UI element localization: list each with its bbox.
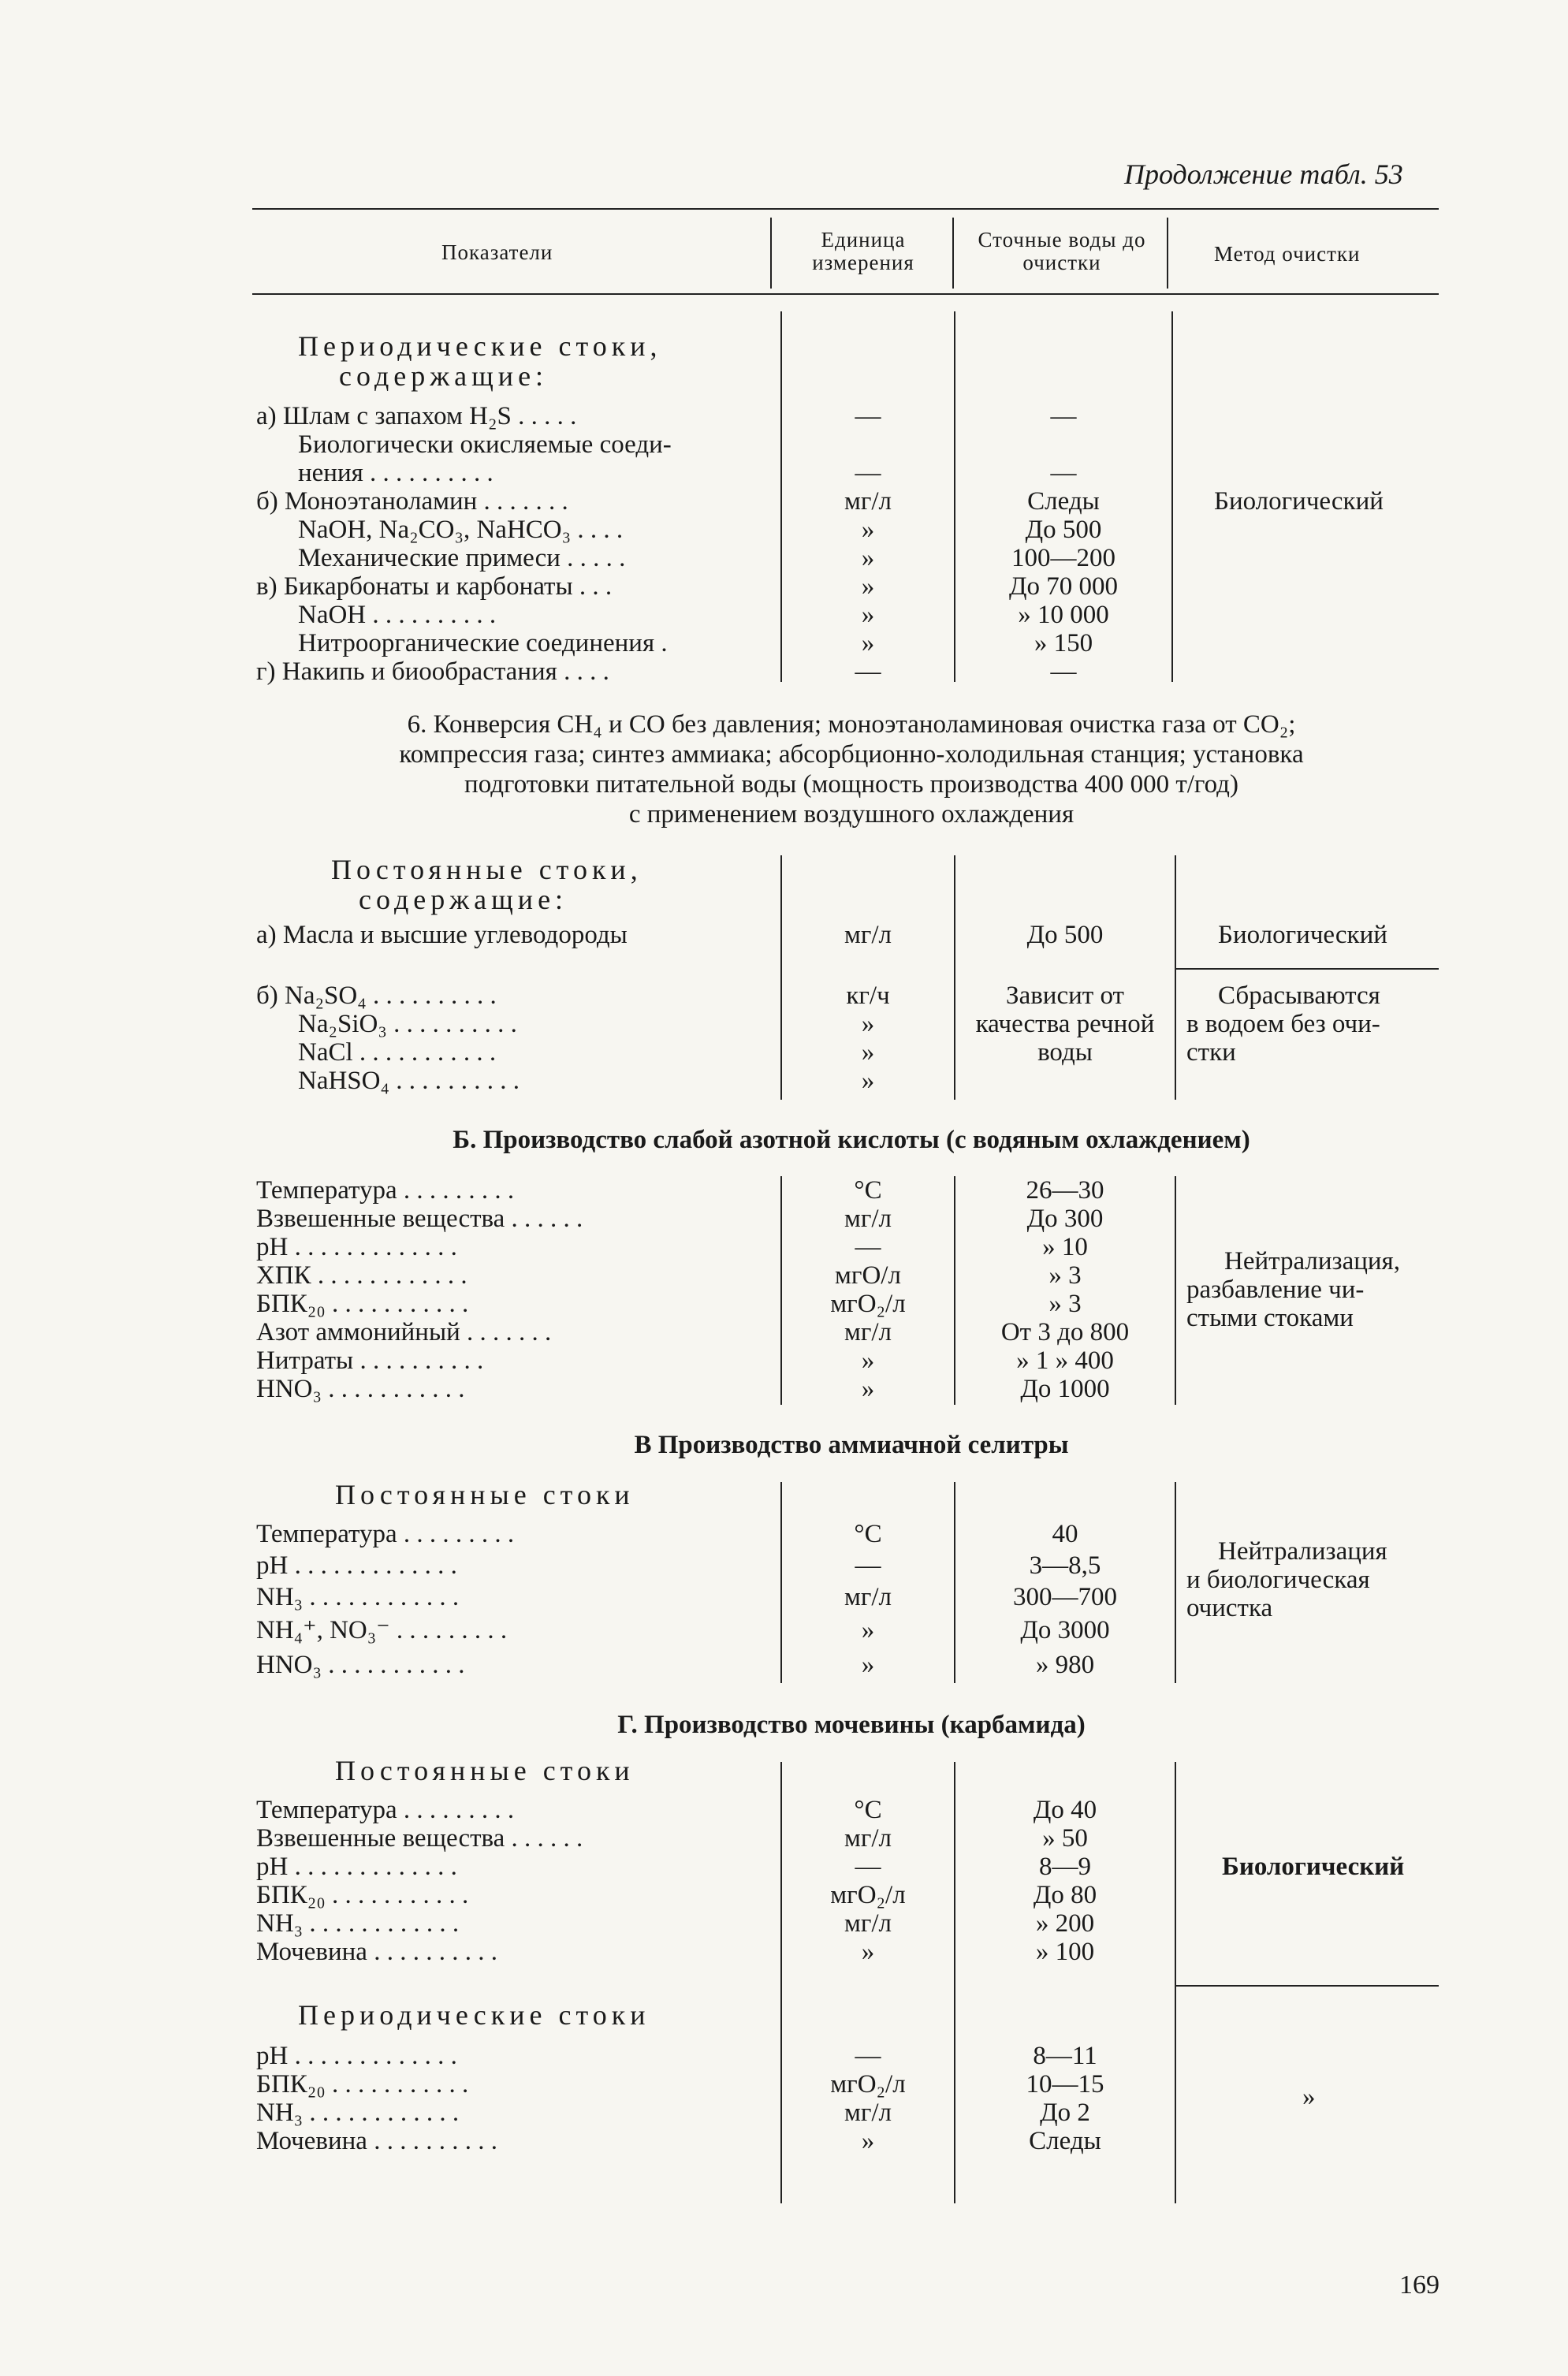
value-cell: » 100 xyxy=(1035,1938,1095,1966)
row-label: Взвешенные вещества . . . . . . xyxy=(256,1205,583,1233)
value-cell: До 70 000 xyxy=(1008,572,1118,601)
section-title: Периодические стоки, xyxy=(298,330,662,362)
value-cell: До 300 xyxy=(1026,1205,1104,1233)
unit-cell: — xyxy=(855,1233,881,1261)
section6-b-units xyxy=(784,981,952,1095)
page-number: 169 xyxy=(1399,2270,1440,2300)
unit-cell: мг/л xyxy=(844,1318,892,1346)
unit-cell xyxy=(784,430,952,459)
value-cell: До 2 xyxy=(1040,2099,1090,2127)
section-title: Постоянные стоки, xyxy=(331,854,642,885)
row-label: б) Моноэтаноламин . . . . . . . xyxy=(256,487,568,516)
unit-cell: мгО₂/л xyxy=(830,2070,906,2099)
unit-cell: » xyxy=(861,2127,875,2155)
unit-cell: — xyxy=(855,1551,881,1580)
row-label: а) Шлам с запахом H₂S . . . . . xyxy=(256,402,577,430)
section-g-periodic-values xyxy=(958,2042,1172,2155)
method-cell: Биологический xyxy=(1214,487,1384,516)
unit-cell: — xyxy=(855,2042,881,2070)
divider xyxy=(1175,1482,1176,1683)
unit-cell: » xyxy=(861,1067,875,1095)
row-label: Температура . . . . . . . . . xyxy=(256,1176,515,1205)
section-v-heading: В Производство аммиачной селитры xyxy=(634,1431,1069,1459)
value-cell: 8—11 xyxy=(1033,2042,1097,2070)
section-b-heading: Б. Производство слабой азотной кислоты (с водяным охлаждением) xyxy=(453,1126,1250,1154)
method-rule xyxy=(1175,1985,1439,1987)
value-cell: 100—200 xyxy=(1011,544,1115,572)
row-label: HNO₃ . . . . . . . . . . . xyxy=(256,1651,465,1679)
section-v-method xyxy=(1186,1537,1387,1622)
unit-cell: мгО₂/л xyxy=(830,1290,906,1318)
divider xyxy=(1171,311,1173,682)
section-v-values xyxy=(958,1518,1172,1682)
value-cell: До 40 xyxy=(1033,1796,1097,1824)
value-cell: » 980 xyxy=(1035,1651,1095,1679)
value-cell xyxy=(958,430,1169,459)
divider xyxy=(780,855,782,1100)
unit-cell: » xyxy=(861,516,875,544)
unit-cell: — xyxy=(855,657,881,686)
row-label: NH₃ . . . . . . . . . . . . xyxy=(256,1583,460,1611)
header-col-wastewater: Сточные воды до очистки xyxy=(978,228,1146,274)
section-g-units xyxy=(784,1796,952,1966)
method-line: очистка xyxy=(1186,1594,1273,1622)
method-line: Нейтрализация, xyxy=(1224,1247,1400,1276)
divider xyxy=(954,311,955,682)
unit-cell: мг/л xyxy=(844,487,892,516)
value-cell: До 80 xyxy=(1033,1881,1097,1909)
row-label: ХПК . . . . . . . . . . . . xyxy=(256,1261,467,1290)
unit-cell: » xyxy=(861,1616,875,1644)
unit-cell: мг/л xyxy=(844,921,892,949)
row-label: pH . . . . . . . . . . . . . xyxy=(256,1551,457,1580)
periodic1-labels xyxy=(256,402,761,686)
value-cell: » 10 xyxy=(1042,1233,1088,1261)
row-label: NaCl . . . . . . . . . . . xyxy=(298,1038,497,1067)
header-divider-3 xyxy=(1167,218,1168,289)
method-rule xyxy=(1175,968,1439,970)
row-label: Температура . . . . . . . . . xyxy=(256,1796,515,1824)
table-continuation-caption: Продолжение табл. 53 xyxy=(1124,158,1403,190)
unit-cell: °С xyxy=(854,1796,882,1824)
row-label: Азот аммонийный . . . . . . . xyxy=(256,1318,552,1346)
value-cell: » 150 xyxy=(1034,629,1093,657)
value-cell: До 3000 xyxy=(1020,1616,1110,1644)
header-divider-1 xyxy=(770,218,772,289)
header-col-method: Метод очистки xyxy=(1214,242,1361,266)
unit-cell: мг/л xyxy=(844,1824,892,1853)
method-cell: Биологический xyxy=(1218,921,1387,949)
value-cell: 3—8,5 xyxy=(1029,1551,1101,1580)
paragraph-line: 6. Конверсия CH₄ и CO без давления; моноэтаноламиновая очистка газа от CO₂; xyxy=(407,710,1296,739)
unit-cell: — xyxy=(855,402,881,430)
unit-cell: » xyxy=(861,601,875,629)
periodic1-values xyxy=(958,402,1169,686)
row-label: нения . . . . . . . . . . xyxy=(298,459,493,487)
section6-b-method xyxy=(1186,981,1380,1067)
row-label: рН . . . . . . . . . . . . . xyxy=(256,1233,457,1261)
row-label: HNO₃ . . . . . . . . . . . xyxy=(256,1375,465,1403)
header-col-unit: Единица измерения xyxy=(812,228,914,274)
row-label: Нитроорганические соединения . xyxy=(298,629,668,657)
value-cell: 8—9 xyxy=(1039,1853,1091,1881)
section-6-description xyxy=(260,709,1443,829)
row-label: NaOH, Na₂CO₃, NaHCO₃ . . . . xyxy=(298,516,624,544)
method-line: в водоем без очи- xyxy=(1186,1010,1380,1038)
unit-cell: мгО/л xyxy=(835,1261,901,1290)
unit-cell: » xyxy=(861,1010,875,1038)
divider xyxy=(780,1762,782,2203)
unit-cell: — xyxy=(855,1853,881,1881)
row-label: БПК₂₀ . . . . . . . . . . . xyxy=(256,1881,469,1909)
section6-b-labels xyxy=(256,981,520,1095)
value-line: воды xyxy=(1037,1038,1093,1067)
header-top-rule xyxy=(252,208,1439,210)
divider xyxy=(954,1176,955,1405)
divider xyxy=(1175,855,1176,1100)
section-subtitle: содержащие: xyxy=(359,884,568,915)
value-cell: Следы xyxy=(1029,2127,1101,2155)
unit-cell: » xyxy=(861,1038,875,1067)
value-cell: До 500 xyxy=(1025,516,1102,544)
unit-cell: » xyxy=(861,1375,875,1403)
value-cell: — xyxy=(1050,657,1077,686)
row-label: Температура . . . . . . . . . xyxy=(256,1520,515,1548)
section-title: Постоянные стоки xyxy=(335,1479,635,1510)
section-subtitle: содержащие: xyxy=(339,360,549,392)
value-line: Зависит от xyxy=(1006,981,1124,1010)
row-label: Мочевина . . . . . . . . . . xyxy=(256,1938,497,1966)
value-cell: Следы xyxy=(1027,487,1100,516)
method-line: Сбрасываются xyxy=(1218,981,1380,1010)
unit-cell: » xyxy=(861,1938,875,1966)
method-line: разбавление чи- xyxy=(1186,1276,1365,1304)
value-cell: 26—30 xyxy=(1026,1176,1104,1205)
method-line: стыми стоками xyxy=(1186,1304,1354,1332)
unit-cell: °С xyxy=(854,1176,882,1205)
row-label: Взвешенные вещества . . . . . . xyxy=(256,1824,583,1853)
value-cell: » 200 xyxy=(1035,1909,1095,1938)
row-label: а) Масла и высшие углеводороды xyxy=(256,921,628,949)
value-cell: » 3 xyxy=(1048,1290,1082,1318)
value-line: качества речной xyxy=(975,1010,1155,1038)
value-cell: — xyxy=(1050,402,1077,430)
unit-cell: » xyxy=(861,629,875,657)
section-v-labels xyxy=(256,1518,514,1682)
unit-cell: » xyxy=(861,572,875,601)
value-cell: 10—15 xyxy=(1026,2070,1104,2099)
unit-cell: мгО₂/л xyxy=(830,1881,906,1909)
section-g-heading: Г. Производство мочевины (карбамида) xyxy=(617,1711,1086,1739)
row-label: г) Накипь и биообрастания . . . . xyxy=(256,657,609,686)
divider xyxy=(954,1482,955,1683)
section-g-periodic-units xyxy=(784,2042,952,2155)
unit-cell: мг/л xyxy=(844,1583,892,1611)
section6-b-value xyxy=(958,981,1172,1067)
unit-cell: кг/ч xyxy=(846,981,890,1010)
row-label: NH₃ . . . . . . . . . . . . xyxy=(256,2099,460,2127)
row-label: Na₂SiO₃ . . . . . . . . . . xyxy=(298,1010,517,1038)
divider xyxy=(954,1762,955,2203)
section-title: Периодические стоки xyxy=(298,1999,650,2031)
header-divider-2 xyxy=(952,218,954,289)
section-g-values xyxy=(958,1796,1172,1966)
value-cell: 40 xyxy=(1052,1520,1078,1548)
value-cell: » 50 xyxy=(1042,1824,1088,1853)
value-cell: » 1 » 400 xyxy=(1016,1346,1114,1375)
unit-cell: » xyxy=(861,1651,875,1679)
periodic1-units xyxy=(784,402,952,686)
section-g-periodic-labels xyxy=(256,2042,497,2155)
method-line: Нейтрализация xyxy=(1218,1537,1387,1566)
section-b-values xyxy=(958,1176,1172,1403)
unit-cell: мг/л xyxy=(844,1205,892,1233)
row-label: pH . . . . . . . . . . . . . xyxy=(256,1853,457,1881)
unit-cell: » xyxy=(861,544,875,572)
method-line: стки xyxy=(1186,1038,1236,1067)
value-cell: До 500 xyxy=(1026,921,1104,949)
section-title: Постоянные стоки xyxy=(335,1755,635,1786)
value-cell: » 3 xyxy=(1048,1261,1082,1290)
row-label: Нитраты . . . . . . . . . . xyxy=(256,1346,484,1375)
header-bottom-rule xyxy=(252,293,1439,295)
section-g-labels xyxy=(256,1796,583,1966)
unit-cell: — xyxy=(855,459,881,487)
paragraph-line: с применением воздушного охлаждения xyxy=(628,800,1075,829)
section-b-units xyxy=(784,1176,952,1403)
unit-cell: мг/л xyxy=(844,1909,892,1938)
row-label: Биологически окисляемые соеди- xyxy=(298,430,672,459)
value-cell: — xyxy=(1050,459,1077,487)
divider xyxy=(1175,1762,1176,2203)
row-label: NH₄⁺, NO₃⁻ . . . . . . . . . xyxy=(256,1616,508,1644)
section-g-method: Биологический xyxy=(1222,1853,1405,1881)
unit-cell: мг/л xyxy=(844,2099,892,2127)
unit-cell: » xyxy=(861,1346,875,1375)
row-label: БПК₂₀ . . . . . . . . . . . xyxy=(256,2070,469,2099)
value-cell: 300—700 xyxy=(1013,1583,1117,1611)
value-cell: До 1000 xyxy=(1020,1375,1110,1403)
method-line: и биологическая xyxy=(1186,1566,1370,1594)
paragraph-line: подготовки питательной воды (мощность производства 400 000 т/год) xyxy=(464,770,1238,799)
row-label: NH₃ . . . . . . . . . . . . xyxy=(256,1909,460,1938)
row-label: Механические примеси . . . . . xyxy=(298,544,626,572)
row-label: NaHSO₄ . . . . . . . . . . xyxy=(298,1067,520,1095)
row-label: БПК₂₀ . . . . . . . . . . . xyxy=(256,1290,469,1318)
row-label: Мочевина . . . . . . . . . . xyxy=(256,2127,497,2155)
section-b-labels xyxy=(256,1176,583,1403)
section-v-units xyxy=(784,1518,952,1682)
row-label: pH . . . . . . . . . . . . . xyxy=(256,2042,457,2070)
section-g-periodic-method: » xyxy=(1302,2083,1316,2111)
divider xyxy=(954,855,955,1100)
divider xyxy=(780,1176,782,1405)
row-label: NaOH . . . . . . . . . . xyxy=(298,601,497,629)
value-cell: » 10 000 xyxy=(1018,601,1109,629)
section-b-method xyxy=(1186,1247,1400,1332)
row-label: б) Na₂SO₄ . . . . . . . . . . xyxy=(256,981,497,1010)
row-label: в) Бикарбонаты и карбонаты . . . xyxy=(256,572,613,601)
divider xyxy=(780,311,782,682)
unit-cell: °С xyxy=(854,1520,882,1548)
paragraph-line: компрессия газа; синтез аммиака; абсорбционно-холодильная станция; установка xyxy=(399,740,1304,769)
header-col-indicators: Показатели xyxy=(441,240,553,264)
value-cell: От 3 до 800 xyxy=(1000,1318,1130,1346)
divider xyxy=(1175,1176,1176,1405)
divider xyxy=(780,1482,782,1683)
